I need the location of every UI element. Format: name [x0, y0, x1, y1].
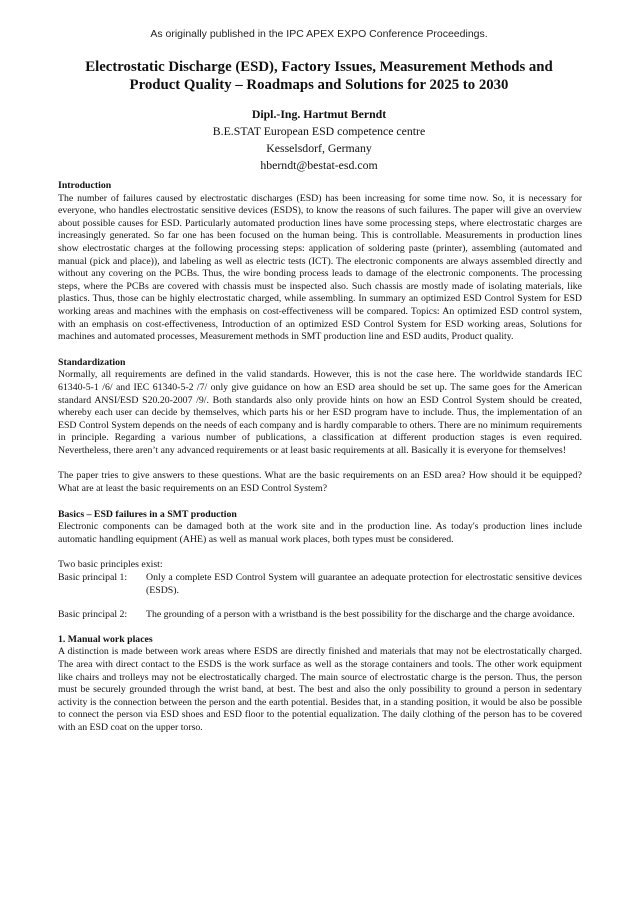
- principle-label: Basic principal 2:: [58, 609, 128, 621]
- principle-text: Only a complete ESD Control System will guarantee an adequate protection for electrostatic sensitive devices (ESDS).: [146, 572, 582, 596]
- paper-body: [58, 180, 582, 748]
- introduction-paragraph: The number of failures caused by electrostatic discharges (ESD) has been increasing for some time now. So, it is necessary for everyone, who handles electrostatic sensitive devices (ESDS), to know the reasons of such failures. The paper will give an overview about possible causes for ESD. Particularly automated production lines have some processing steps, where electrostatic charges are increasingly generated. So far one has been focused on the human being. This is controllable. Measurements in production lines show electrostatic charges at the following processing steps: application of soldering paste (printer), assembling (automated and manual (pick and place)), and labeling as well as electric tests (ICT). The electronic components are always assembled directly and without any covering on the PCBs. Thus, the wire bonding process leads to damage of the electronic components. The processing steps, where the PCBs are covered with chassis must be inspected also. Such chassis are mostly made of isolating materials, like plastics. Thus, those can be highly electrostatic charged, while assembling. In summary an optimized ESD Control System for ESD working areas and machines with the emphasis on cost-effectiveness will be compared. Topics: An optimized ESD control system, with an emphasis on cost-effectiveness, Introduction of an optimized ESD Control System for ESD working areas, Solutions for machines and automated processes, Measurement methods in SMT production line and ESD audits, Product quality.: [58, 192, 582, 343]
- standardization-paragraph-2: The paper tries to give answers to these questions. What are the basic requirements on an ESD area? How should it be equipped? What are at least the basic requirements on an ESD Control System?: [58, 470, 582, 495]
- standardization-paragraph: Normally, all requirements are defined in the valid standards. However, this is not the case here. The worldwide standards IEC 61340-5-1 /6/ and IEC 61340-5-2 /7/ only give guidance on how an ESD area should be set up. The same goes for the American standard ANSI/ESD S20.20-2007 /9/. Both standards also only provide hints on how an ESD Control System should be created, whereby each user can decide by themselves, which parts his or her ESD program have to include. Thus, the implementation of an ESD Control System depends on the needs of each company and is hardly comparable to others. There are no minimum requirements in principle. Regarding a various number of publications, a classification at different production stages is even required. Nevertheless, there aren’t any advanced requirements or at least basic requirements at all. Basically it is everyone for themselves!: [58, 369, 582, 456]
- manual-work-places-paragraph: A distinction is made between work areas where ESDS are directly finished and materials that may not be electrostatically charged. The area with direct contact to the ESDS is the work surface as well as the storage containers and tools. The other work equipment like chairs and trolleys may not be electrostatically charged. The main source of electrostatic charge is the person. Thus, the person must be securely grounded through the wrist band, at best. The best and also the only possibility to ground a person in sedentary activity is the connection between the person and the earth potential. Besides that, in a standing position, it would be also be possible to connect the person via ESD shoes and ESD floor to the potential equalization. The daily clothing of the person has to be covered with an ESD coat on the upper torso.: [58, 646, 582, 733]
- principle-label: Basic principal 1:: [58, 572, 128, 584]
- principles-intro: Two basic principles exist:: [58, 559, 163, 571]
- introduction-heading: Introduction: [58, 180, 112, 191]
- author-email: hberndt@bestat-esd.com: [260, 158, 378, 172]
- basics-heading: Basics – ESD failures in a SMT production: [58, 508, 237, 520]
- standardization-heading: Standardization: [58, 356, 126, 368]
- principle-item: [58, 572, 582, 597]
- principle-item: [58, 609, 582, 622]
- basics-paragraph: Electronic components can be damaged both at the work site and in the production line. As today's production lines include automatic handling equipment (AHE) as well as manual work places, both types must be considered.: [58, 521, 582, 545]
- author-block: [0, 106, 638, 174]
- author-organization: B.E.STAT European ESD competence centre: [212, 124, 426, 138]
- author-name: Dipl.-Ing. Hartmut Berndt: [251, 107, 387, 121]
- manual-work-places-heading: 1. Manual work places: [58, 633, 153, 645]
- proceedings-banner: As originally published in the IPC APEX EXPO Conference Proceedings.: [150, 28, 488, 40]
- paper-title: Electrostatic Discharge (ESD), Factory Issues, Measurement Methods and Product Quality – Roadmaps and Solutions for 2025 to 2030: [85, 59, 553, 93]
- author-location: Kesselsdorf, Germany: [266, 141, 372, 155]
- principle-text: The grounding of a person with a wristband is the best possibility for the discharge and the charge avoidance.: [146, 609, 575, 621]
